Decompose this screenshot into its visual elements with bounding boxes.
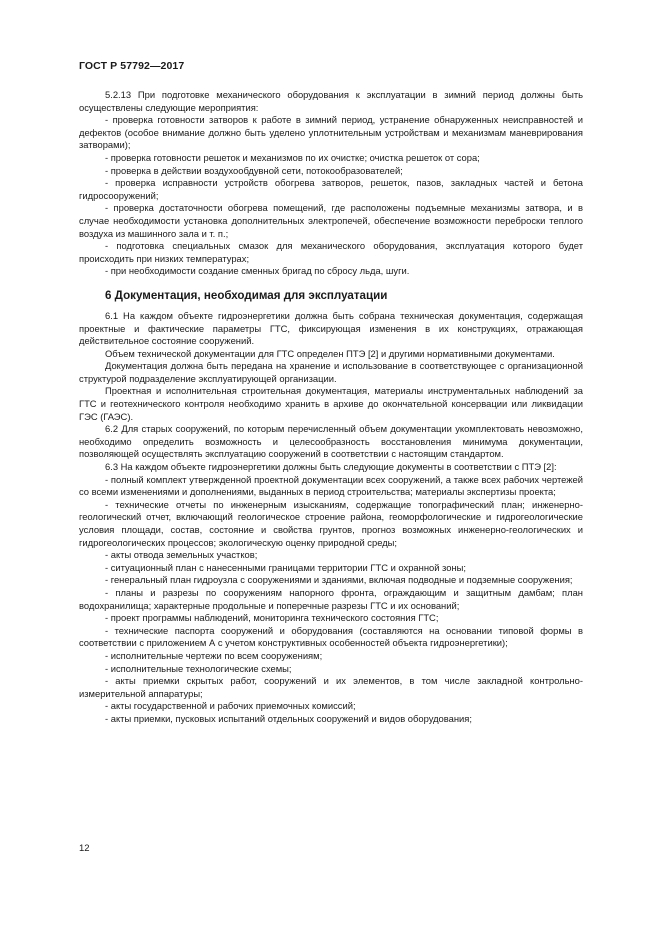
paragraph-5-2-13: 5.2.13 При подготовке механического оборудования к эксплуатации в зимний период должны быть осуществлены следующие мероприятия: xyxy=(79,89,583,113)
list-item-room-heating: - проверка достаточности обогрева помещений, где расположены подъемные механизмы затвора, и в случае необходимости установка дополнительных электропечей, обеспечение возможности переброски теплого воздуха из машинного зала и т. п.; xyxy=(79,202,583,239)
list-item-heating-devices: - проверка исправности устройств обогрева затворов, решеток, пазов, закладных частей и бетона гидросооружений; xyxy=(79,177,583,201)
list-item-gates-readiness: - проверка готовности затворов к работе в зимний период, устранение обнаруженных неисправностей и дефектов (особое внимание должно быть уделено уплотнительным устройствам и механизмам маневрирования затворами); xyxy=(79,114,583,151)
list-item-acceptance-commissions: - акты государственной и рабочих приемочных комиссий; xyxy=(105,700,356,712)
list-item-startup-tests: - акты приемки, пусковых испытаний отдельных сооружений и видов оборудования; xyxy=(105,712,472,724)
page-number: 12 xyxy=(79,843,90,854)
list-item-technical-passports: - технические паспорта сооружений и оборудования (составляются на основании типовой формы в соответствии с приложением А с учетом конструктивных особенностей объекта гидроэнергетики); xyxy=(79,624,583,649)
list-item-air-blowing-network: - проверка в действии воздухообдувной сети, потокообразователей; xyxy=(105,164,403,176)
paragraph-6-2: 6.2 Для старых сооружений, по которым перечисленный объем документации укомплектовать невозможно, необходимо определить возможность и целесообразность восстановления минимума документации, позволяющей осуществлять эксплуатацию сооружений в соответствии с настоящим стандартом. xyxy=(79,423,583,460)
section-6-body xyxy=(79,310,583,726)
list-item-as-built-drawings: - исполнительные чертежи по всем сооружениям; xyxy=(105,649,323,661)
paragraph-archive-storage: Проектная и исполнительная строительная документация, материалы инструментальных наблюдений за ГТС и геотехнического контроля необходимо хранить в архиве до окончательной консервации или ликвидации ГЭС (ГАЭС). xyxy=(79,385,583,422)
page-content xyxy=(79,89,583,726)
paragraph-6-3: 6.3 На каждом объекте гидроэнергетики должны быть следующие документы в соответствии с ПТЭ [2]: xyxy=(105,461,557,473)
list-item-engineering-surveys: - технические отчеты по инженерным изысканиям, содержащие топографический план; инженерно-геологический отчет, включающий геологическое строение района, геоморфологические и гидрогеологические условия площади, состав, состояние и свойства грунтов, прогноз возможных инженерно-геологических и гидрогеологических процессов; экологическую оценку природной среды; xyxy=(79,498,583,548)
document-header-standard-code: ГОСТ Р 57792—2017 xyxy=(79,60,185,72)
list-item-general-plan: - генеральный план гидроузла с сооружениями и зданиями, включая подводные и подземные сооружения; xyxy=(105,574,573,586)
list-item-plans-and-sections: - планы и разрезы по сооружениям напорного фронта, ограждающим и защитным дамбам; план водохранилища; характерные продольные и поперечные разрезы ГТС и их оснований; xyxy=(79,586,583,611)
section-6-title: 6 Документация, необходимая для эксплуатации xyxy=(105,288,388,302)
list-item-situation-plan: - ситуационный план с нанесенными границами территории ГТС и охранной зоны; xyxy=(105,561,466,573)
paragraph-6-1: 6.1 На каждом объекте гидроэнергетики должна быть собрана техническая документация, содержащая проектные и фактические параметры ГТС, фиксирующая изменения в их конструкциях, отражающая действительное состояние сооружений. xyxy=(79,309,583,347)
paragraph-documentation-storage: Документация должна быть передана на хранение и использование в соответствующее с организационной структурой подразделение эксплуатирующей организации. xyxy=(79,360,583,384)
section-5-continuation xyxy=(79,89,583,278)
list-item-ice-crews: - при необходимости создание сменных бригад по сбросу льда, шуги. xyxy=(105,265,410,277)
list-item-grates-readiness: - проверка готовности решеток и механизмов по их очистке; очистка решеток от сора; xyxy=(105,151,480,163)
list-item-technological-schemes: - исполнительные технологические схемы; xyxy=(105,662,292,674)
list-item-monitoring-program: - проект программы наблюдений, мониторинга технического состояния ГТС; xyxy=(105,612,439,624)
list-item-hidden-works-acts: - акты приемки скрытых работ, сооружений и их элементов, в том числе закладной контрольноизмерительной аппаратуры; xyxy=(79,675,583,699)
paragraph-documentation-volume: Объем технической документации для ГТС определен ПТЭ [2] и другими нормативными документами. xyxy=(105,347,555,359)
list-item-special-lubricants: - подготовка специальных смазок для механического оборудования, эксплуатация которого будет происходить при низких температурах; xyxy=(79,240,583,264)
list-item-project-documentation: - полный комплект утвержденной проектной документации всех сооружений, а также всех рабочих чертежей со всеми изменениями и дополнениями, выданных в период строительства; материалы экспертизы проекта; xyxy=(79,473,583,498)
list-item-land-allotment: - акты отвода земельных участков; xyxy=(105,549,258,561)
